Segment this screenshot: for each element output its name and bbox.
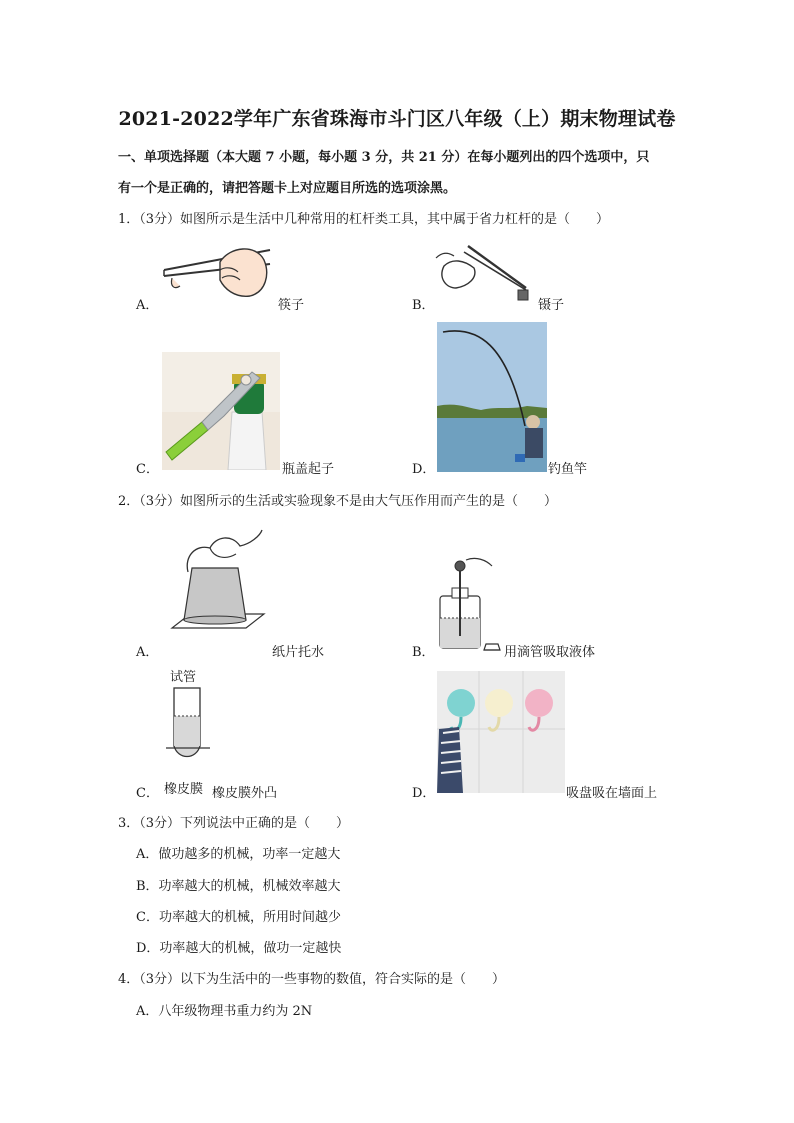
q2-option-c-caption: 橡皮膜外凸	[212, 786, 278, 801]
q2-option-d-letter[interactable]: D．	[412, 786, 436, 801]
q1-option-b-letter[interactable]: B．	[412, 298, 435, 313]
tweezers-hand-icon	[434, 238, 538, 306]
suction-hooks-photo	[437, 671, 565, 793]
q2-option-d-caption: 吸盘吸在墙面上	[566, 786, 658, 801]
q3-choice-b[interactable]: B．功率越大的机械，机械效率越大	[136, 879, 341, 894]
question-1-stem: 1．（3分）如图所示是生活中几种常用的杠杆类工具，其中属于省力杠杆的是（ ）	[118, 212, 610, 227]
q2-option-a-letter[interactable]: A．	[136, 645, 159, 660]
section-heading-line2: 有一个是正确的，请把答题卡上对应题目所选的选项涂黑。	[118, 181, 457, 196]
fishing-rod-photo	[437, 322, 547, 472]
q1-option-a-caption: 筷子	[278, 298, 305, 313]
chopsticks-hand-icon	[160, 240, 278, 300]
paper-holds-water-cup-icon	[170, 528, 266, 644]
q1-option-b-caption: 镊子	[538, 298, 565, 313]
q2-option-c-letter[interactable]: C．	[136, 786, 159, 801]
question-2-stem: 2．（3分）如图所示的生活或实验现象不是由大气压作用而产生的是（ ）	[118, 494, 558, 509]
q1-option-c-caption: 瓶盖起子	[282, 462, 335, 477]
rubber-membrane-label: 橡皮膜	[164, 782, 204, 797]
q2-option-b-letter[interactable]: B．	[412, 645, 435, 660]
q3-choice-c[interactable]: C．功率越大的机械，所用时间越少	[136, 910, 341, 925]
section-heading-line1: 一、单项选择题（本大题 7 小题，每小题 3 分，共 21 分）在每小题列出的四个选项中，只	[118, 150, 650, 165]
q1-option-a-letter[interactable]: A．	[136, 298, 159, 313]
q2-option-a-caption: 纸片托水	[272, 645, 325, 660]
question-4-stem: 4．（3分）以下为生活中的一些事物的数值，符合实际的是（ ）	[118, 972, 506, 987]
q1-option-d-letter[interactable]: D．	[412, 462, 436, 477]
rubber-bulb-icon	[482, 638, 502, 654]
q1-option-d-caption: 钓鱼竿	[548, 462, 588, 477]
q1-option-c-letter[interactable]: C．	[136, 462, 159, 477]
question-3-stem: 3．（3分）下列说法中正确的是（ ）	[118, 816, 350, 831]
q2-option-b-caption: 用滴管吸取液体	[504, 645, 596, 660]
q3-choice-a[interactable]: A．做功越多的机械，功率一定越大	[136, 847, 341, 862]
exam-title: 2021-2022学年广东省珠海市斗门区八年级（上）期末物理试卷	[118, 108, 676, 130]
test-tube-label: 试管	[170, 670, 197, 685]
q3-choice-d[interactable]: D．功率越大的机械，做功一定越快	[136, 941, 342, 956]
test-tube-membrane-icon	[164, 686, 212, 768]
bottle-opener-photo	[162, 352, 280, 470]
q4-choice-a[interactable]: A．八年级物理书重力约为 2N	[136, 1004, 313, 1019]
